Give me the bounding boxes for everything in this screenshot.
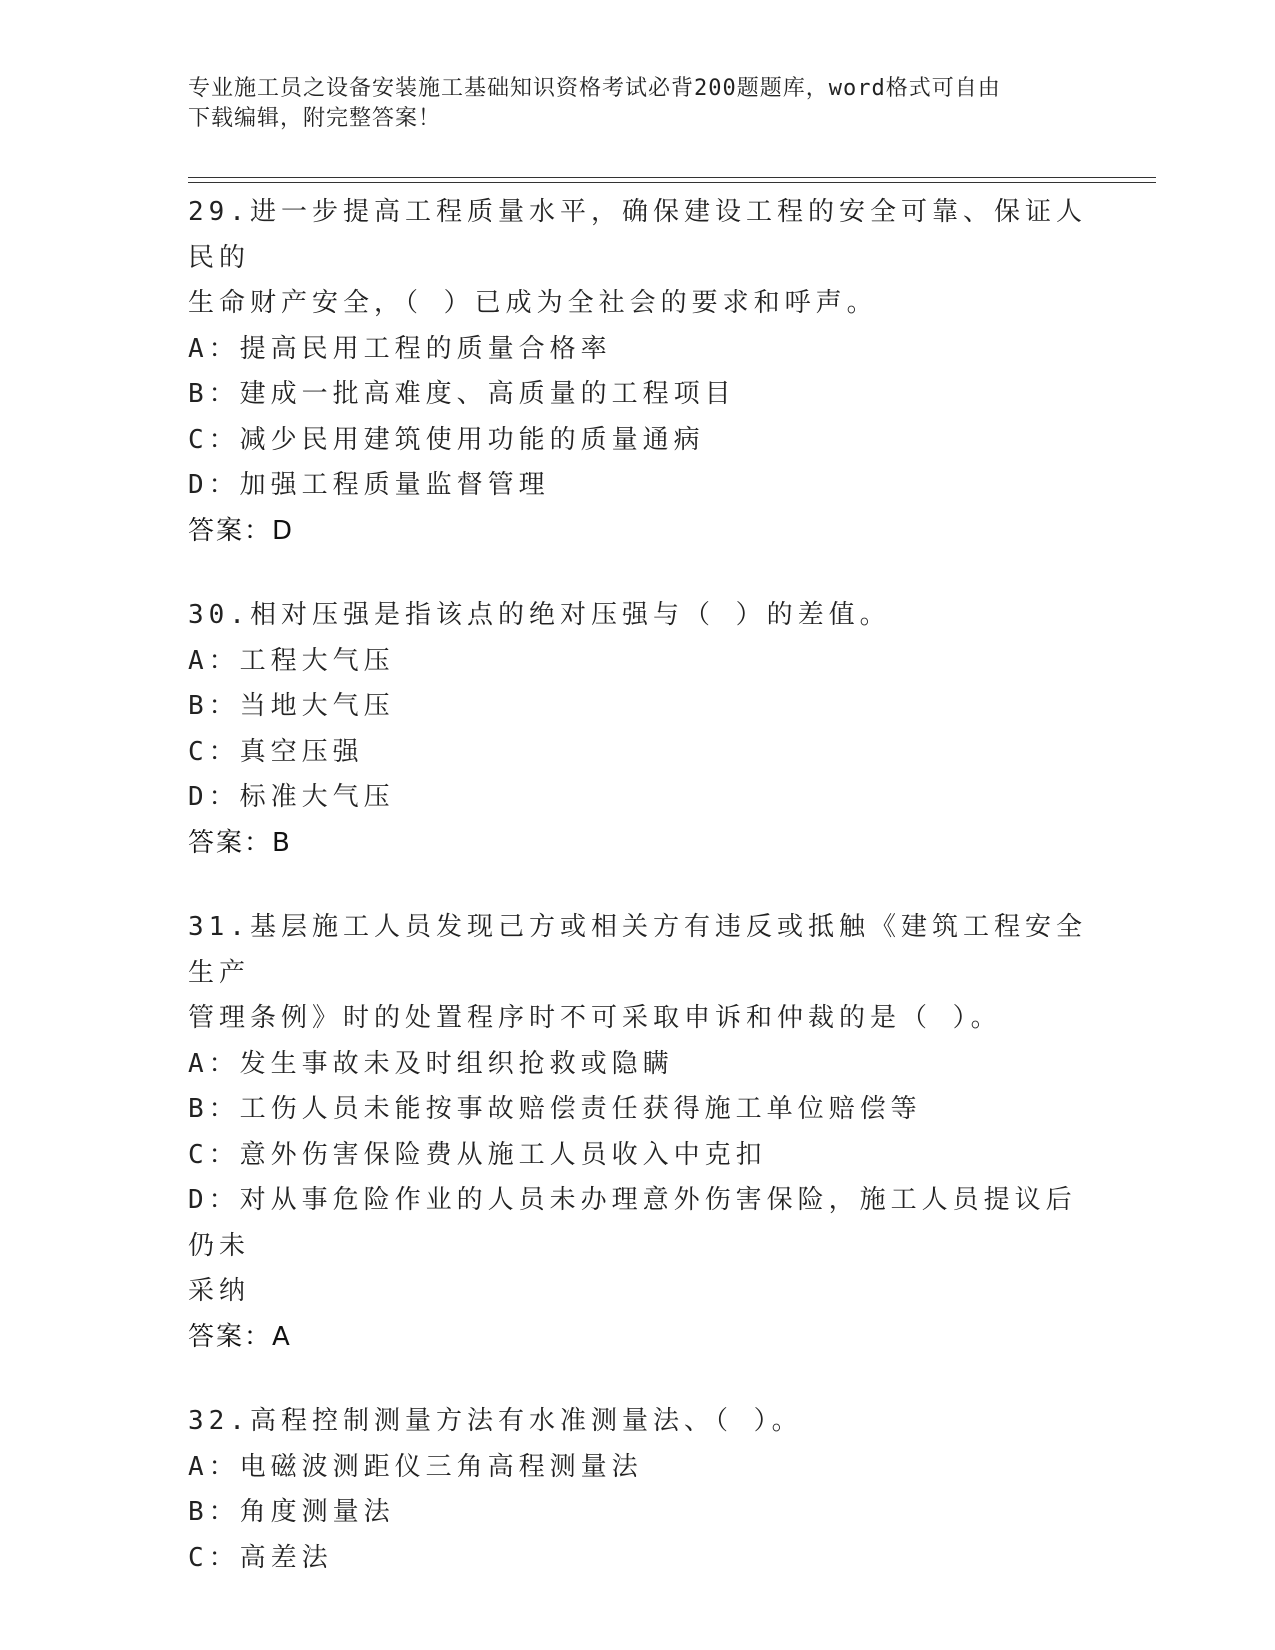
answer-label: 答案：D (188, 515, 295, 546)
question-31 (188, 905, 1088, 1360)
option-d-continued: 采纳 (188, 1276, 251, 1306)
option-c: C：意外伤害保险费从施工人员收入中克扣 (188, 1139, 767, 1170)
option-c: C：真空压强 (188, 736, 364, 767)
question-stem-line: 31.基层施工人员发现己方或相关方有违反或抵触《建筑工程安全生产 (188, 912, 1087, 988)
question-list (188, 190, 1088, 1620)
option-c: C：减少民用建筑使用功能的质量通病 (188, 424, 705, 455)
question-stem-line: 30.相对压强是指该点的绝对压强与（ ）的差值。 (188, 600, 891, 630)
answer-label: 答案：A (188, 1321, 292, 1352)
option-b: B：建成一批高难度、高质量的工程项目 (188, 379, 736, 409)
question-stem-line: 管理条例》时的处置程序时不可采取申诉和仲裁的是（ ）。 (188, 1003, 1002, 1033)
header-line-2: 下载编辑，附完整答案！ (188, 106, 442, 131)
document-header (188, 74, 1088, 134)
option-a: A：提高民用工程的质量合格率 (188, 333, 612, 364)
option-c: C：高差法 (188, 1542, 333, 1573)
option-a: A：发生事故未及时组织抢救或隐瞒 (188, 1048, 674, 1079)
option-d: D：标准大气压 (188, 782, 395, 812)
option-b: B：角度测量法 (188, 1497, 395, 1527)
option-a: A：工程大气压 (188, 645, 395, 676)
answer-label: 答案：B (188, 827, 292, 858)
question-32 (188, 1399, 1088, 1581)
header-line-1: 专业施工员之设备安装施工基础知识资格考试必背200题题库，word格式可自由 (188, 76, 1001, 101)
option-d: D：加强工程质量监督管理 (188, 470, 550, 500)
option-a: A：电磁波测距仪三角高程测量法 (188, 1451, 643, 1482)
option-b: B：当地大气压 (188, 691, 395, 721)
question-30 (188, 593, 1088, 866)
question-stem-line: 生命财产安全，（ ）已成为全社会的要求和呼声。 (188, 288, 878, 318)
question-stem-line: 32.高程控制测量方法有水准测量法、（ ）。 (188, 1406, 803, 1436)
header-divider (188, 177, 1156, 183)
question-stem-line: 29.进一步提高工程质量水平，确保建设工程的安全可靠、保证人民的 (188, 197, 1087, 273)
option-b: B：工伤人员未能按事故赔偿责任获得施工单位赔偿等 (188, 1094, 922, 1124)
option-d: D：对从事危险作业的人员未办理意外伤害保险，施工人员提议后仍未 (188, 1185, 1077, 1261)
question-29 (188, 190, 1088, 554)
